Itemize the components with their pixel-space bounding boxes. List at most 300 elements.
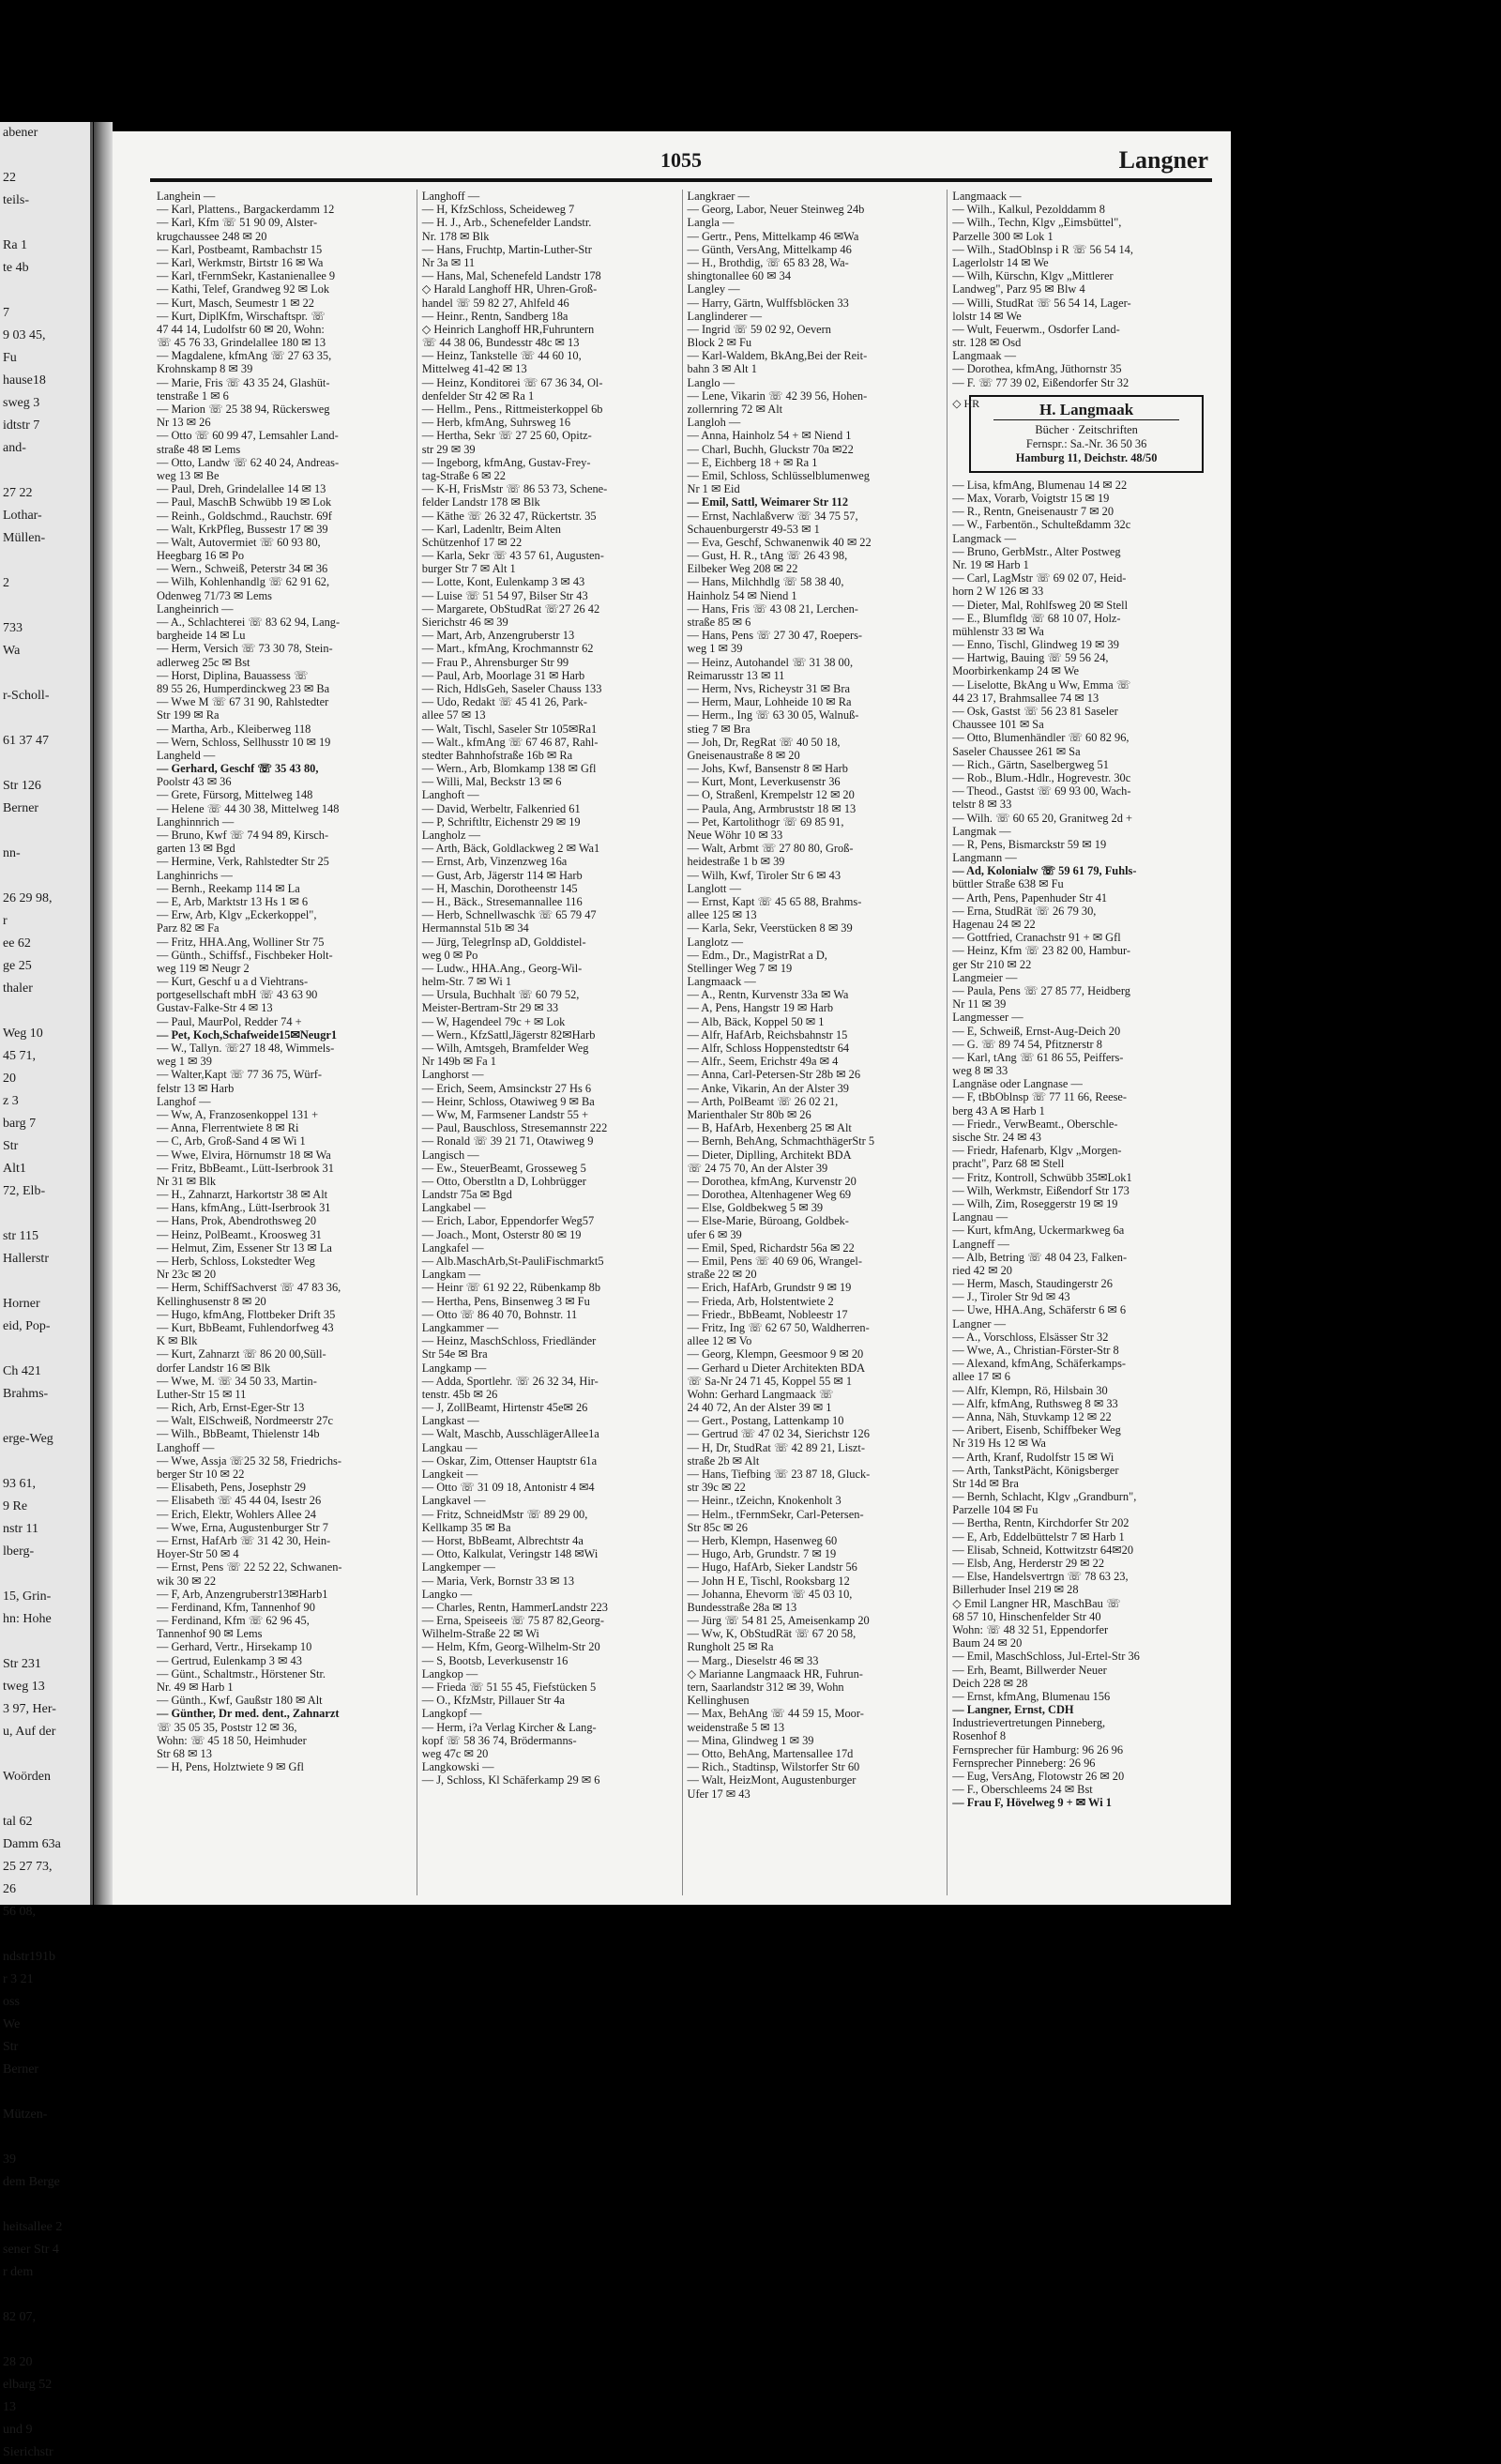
left-page-text-fragment: and- <box>3 441 26 455</box>
directory-entry-line: Nr 1 ✉ Eid <box>687 482 740 496</box>
directory-entry-line: — Theod., Gastst ☏ 69 93 00, Wach- <box>952 784 1131 799</box>
directory-entry-line: — K-H, FrisMstr ☏ 86 53 73, Schene- <box>421 482 608 496</box>
directory-entry-line: — Kurt, Mont, Leverkusenstr 36 <box>687 775 841 789</box>
left-page-text-fragment: nstr 11 <box>3 1522 38 1536</box>
directory-entry-line: tag-Straße 6 ✉ 22 <box>421 468 506 482</box>
directory-entry-line: Landstr 75a ✉ Bgd <box>421 1188 512 1202</box>
directory-entry-line: — Helmut, Zim, Essener Str 13 ✉ La <box>157 1240 332 1255</box>
directory-entry-line: Langmaak — <box>952 349 1017 363</box>
directory-entry-line: K ✉ Blk <box>157 1334 198 1348</box>
directory-entry-line: weidenstraße 5 ✉ 13 <box>687 1720 785 1734</box>
directory-entry-line: — Hans, Fruchtp, Martin-Luther-Str <box>421 242 592 256</box>
left-page-text-fragment: 733 <box>3 621 23 635</box>
directory-entry-line: tern, Saarlandstr 312 ✉ 39, Wohn <box>687 1681 844 1694</box>
left-page-text-fragment: r 3 21 <box>3 1972 34 1986</box>
directory-entry-line: — Paul, MaschB Schwübb 19 ✉ Lok <box>157 495 332 510</box>
directory-entry-line: Langkopf — <box>421 1707 482 1721</box>
directory-entry-line: — Wern., Arb, Blomkamp 138 ✉ Gfl <box>421 762 597 776</box>
directory-entry-line: — Oskar, Zim, Ottenser Hauptstr 61a <box>421 1453 598 1468</box>
directory-entry-line: Tannenhof 90 ✉ Lems <box>157 1627 263 1641</box>
left-page-text-fragment: nn- <box>3 846 21 860</box>
directory-entry-line: — Otto, Blumenhändler ☏ 60 82 96, <box>952 731 1130 745</box>
directory-entry-line: tenstraße 1 ✉ 6 <box>157 388 229 403</box>
directory-entry-line: — Günt., Schaltmstr., Hörstener Str. <box>157 1666 326 1681</box>
directory-entry-line: — Heinz, Autohandel ☏ 31 38 00, <box>687 655 854 669</box>
directory-entry-line: — H., Zahnarzt, Harkortstr 38 ✉ Alt <box>157 1188 328 1202</box>
directory-entry-line: — Wwe, Erna, Augustenburger Str 7 <box>157 1520 328 1534</box>
directory-entry-line: — Jürg ☏ 54 81 25, Ameisenkamp 20 <box>687 1614 870 1628</box>
directory-entry-line: — Maria, Verk, Bornstr 33 ✉ 13 <box>421 1574 575 1588</box>
left-page-text-fragment <box>0 1203 90 1225</box>
directory-entry-line: — Alfr, Klempn, Rö, Hilsbain 30 <box>952 1383 1108 1397</box>
directory-entry-line: — Erw, Arb, Klgv „Eckerkoppel", <box>157 908 317 922</box>
directory-entry-line: — Anna, Carl-Petersen-Str 28b ✉ 26 <box>687 1068 861 1082</box>
column-4-upper <box>952 190 1207 389</box>
directory-entry-line: — Elisabeth, Pens, Josephstr 29 <box>157 1481 307 1495</box>
directory-entry-line: — Hans, Tiefbing ☏ 23 87 18, Gluck- <box>687 1468 871 1481</box>
directory-entry-line: — Paul, Dreh, Grindelallee 14 ✉ 13 <box>157 482 326 496</box>
adjacent-left-page <box>0 122 93 2459</box>
left-page-text-fragment <box>0 1406 90 1428</box>
directory-entry-line: Marienthaler Str 80b ✉ 26 <box>687 1107 811 1121</box>
directory-entry-line: Langhinnrich — <box>157 814 235 829</box>
directory-entry-line: Deich 228 ✉ 28 <box>952 1676 1028 1690</box>
left-page-text-fragment: Lothar- <box>3 509 42 523</box>
directory-entry-line: — Otto ☏ 60 99 47, Lemsahler Land- <box>157 429 339 443</box>
directory-entry-line: — S, Bootsb, Leverkusenstr 16 <box>421 1653 569 1667</box>
directory-entry-line: — Wern., Schweiß, Peterstr 34 ✉ 36 <box>157 562 328 576</box>
directory-entry-line: Parzelle 300 ✉ Lok 1 <box>952 229 1054 243</box>
directory-entry-line: Block 2 ✉ Fu <box>687 336 752 350</box>
directory-entry-line: pracht", Parz 68 ✉ Stell <box>952 1157 1065 1171</box>
left-page-text-fragment: 61 37 47 <box>3 734 49 748</box>
left-page-text-fragment <box>0 1563 90 1586</box>
directory-entry-line: Str 54e ✉ Bra <box>421 1347 488 1361</box>
left-page-text-fragment: heitsallee 2 <box>3 2220 63 2234</box>
directory-entry-line: sische Str. 24 ✉ 43 <box>952 1131 1041 1144</box>
directory-entry-line: Kellinghusenstr 8 ✉ 20 <box>157 1294 266 1308</box>
directory-entry-line: Parzelle 104 ✉ Fu <box>952 1503 1039 1517</box>
directory-entry-line: — Erich, Labor, Eppendorfer Weg57 <box>421 1214 595 1228</box>
left-page-text-fragment <box>0 1338 90 1361</box>
directory-entry-line: — E, Arb, Marktstr 13 Hs 1 ✉ 6 <box>157 894 309 908</box>
directory-entry-line: Ufer 17 ✉ 43 <box>687 1787 750 1801</box>
directory-entry-line: — Rich., Stadtinsp, Wilstorfer Str 60 <box>687 1760 860 1774</box>
directory-entry-line: ☏ 45 76 33, Grindelallee 180 ✉ 13 <box>157 336 326 350</box>
directory-entry-line: — H, Pens, Holztwiete 9 ✉ Gfl <box>157 1760 304 1774</box>
left-page-text-fragment: 39 <box>3 2152 16 2167</box>
column-4 <box>948 190 1212 1895</box>
directory-entry-line: straße 85 ✉ 6 <box>687 616 751 629</box>
directory-entry-line: — Emil, Pens ☏ 40 69 06, Wrangel- <box>687 1255 862 1268</box>
directory-entry-line: büttler Straße 638 ✉ Fu <box>952 877 1064 891</box>
directory-entry-line: — Hertha, Sekr ☏ 27 25 60, Opitz- <box>421 429 592 443</box>
directory-entry-line: Nr 149b ✉ Fa 1 <box>421 1055 496 1069</box>
directory-entry-line: — Ferdinand, Kfm, Tannenhof 90 <box>157 1600 315 1614</box>
directory-entry-line: Langmak — <box>952 824 1011 838</box>
left-page-text-fragment: 22 <box>3 171 16 185</box>
directory-entry-line: allee 57 ✉ 13 <box>421 708 486 722</box>
directory-entry-line: weg 13 ✉ Be <box>157 468 220 482</box>
directory-entry-line: — Günth., Schiffsf., Fischbeker Holt- <box>157 948 333 962</box>
directory-entry-line: Luther-Str 15 ✉ 11 <box>157 1387 247 1401</box>
directory-entry-line: — Heinz, Kfm ☏ 23 82 00, Hambur- <box>952 944 1130 958</box>
directory-entry-line: ◇ Harald Langhoff HR, Uhren-Groß- <box>421 282 598 297</box>
advertisement-box <box>952 395 1204 473</box>
left-page-text-fragment: 72, Elb- <box>3 1184 46 1198</box>
directory-entry-line: — Eva, Geschf, Schwanenwik 40 ✉ 22 <box>687 535 872 549</box>
directory-entry-line: Moorbirkenkamp 24 ✉ We <box>952 664 1080 678</box>
left-page-text-fragment <box>0 662 90 685</box>
left-page-text-fragment: 82 07, <box>3 2310 36 2324</box>
left-page-text-fragment: und 9 <box>3 2423 33 2437</box>
directory-entry-line: — Heinz, Tankstelle ☏ 44 60 10, <box>421 349 582 363</box>
directory-entry-line: Fernsprecher Pinneberg: 26 96 <box>952 1756 1096 1770</box>
left-page-text-fragment <box>0 2126 90 2149</box>
left-page-text-fragment: tweg 13 <box>3 1680 45 1694</box>
directory-entry-line: Langkabel — <box>421 1201 486 1215</box>
directory-entry-line: — Fritz, Kontroll, Schwübb 35✉Lok1 <box>952 1170 1132 1184</box>
left-page-text-fragment: 9 Re <box>3 1499 28 1513</box>
directory-entry-line: Lagerlolstr 14 ✉ We <box>952 255 1049 269</box>
left-page-text-fragment: idtstr 7 <box>3 418 40 433</box>
directory-entry-line: — Hugo, kfmAng, Flottbeker Drift 35 <box>157 1307 336 1321</box>
directory-entry-line: Mittelweg 41-42 ✉ 13 <box>421 362 527 376</box>
directory-entry-line: Langley — <box>687 282 740 297</box>
directory-entry-line: str 39c ✉ 22 <box>687 1481 746 1495</box>
directory-entry-line: Gustav-Falke-Str 4 ✉ 13 <box>157 1001 273 1015</box>
directory-entry-line: heidestraße 1 b ✉ 39 <box>687 855 785 869</box>
column-2 <box>417 190 683 1895</box>
directory-entry-line: — Arth, TankstPächt, Königsberger <box>952 1463 1119 1477</box>
directory-entry-line: — Ww, M, Farmsener Landstr 55 + <box>421 1107 589 1121</box>
directory-entry-line: Nr. 19 ✉ Harb 1 <box>952 557 1029 571</box>
directory-entry-line: — Walt, ElSchweiß, Nordmeerstr 27c <box>157 1414 334 1428</box>
directory-entry-line: — Otto, BehAng, Martensallee 17d <box>687 1746 854 1760</box>
directory-entry-line: Poolstr 43 ✉ 36 <box>157 775 232 789</box>
directory-entry-line: Langmesser — <box>952 1011 1023 1025</box>
directory-entry-line: Langlott — <box>687 881 741 895</box>
left-page-text-fragment: abener <box>3 126 38 140</box>
directory-entry-line: — Alb, Bäck, Koppel 50 ✉ 1 <box>687 1014 825 1028</box>
left-page-text-fragment: Hallerstr <box>3 1252 49 1266</box>
directory-entry-line: — Käthe ☏ 26 32 47, Rückertstr. 35 <box>421 509 597 523</box>
directory-entry-line: — Frau P., Ahrensburger Str 99 <box>421 655 569 669</box>
book-gutter <box>94 122 113 1905</box>
directory-entry-line: — Wilh, Kürschn, Klgv „Mittlerer <box>952 269 1114 283</box>
left-page-text-fragment: Alt1 <box>3 1162 26 1176</box>
directory-entry-line: 89 55 26, Humperdinckweg 23 ✉ Ba <box>157 681 330 695</box>
directory-entry-line: Meister-Bertram-Str 29 ✉ 33 <box>421 1001 559 1015</box>
directory-entry-line: — Hugo, Arb, Grundstr. 7 ✉ 19 <box>687 1547 837 1561</box>
left-page-text-fragment <box>0 865 90 888</box>
directory-entry-line: — Ludw., HHA.Ang., Georg-Wil- <box>421 961 583 975</box>
directory-entry-line: Str 68 ✉ 13 <box>157 1746 212 1760</box>
directory-entry-line: helm-Str. 7 ✉ Wi 1 <box>421 975 512 989</box>
directory-entry-line: — Dorothea, Altenhagener Weg 69 <box>687 1188 852 1202</box>
left-page-text-fragment <box>0 1000 90 1023</box>
directory-entry-line: — Alfr, Schloss Hoppenstedtstr 64 <box>687 1042 850 1055</box>
directory-entry-line: denfelder Str 42 ✉ Ra 1 <box>421 388 535 403</box>
directory-entry-line: — Langner, Ernst, CDH <box>952 1703 1074 1717</box>
directory-entry-line: — Erich, Seem, Amsinckstr 27 Hs 6 <box>421 1081 592 1095</box>
directory-entry-line: Langhinrichs — <box>157 868 233 882</box>
directory-entry-line: ☏ 24 75 70, An der Alster 39 <box>687 1161 828 1175</box>
directory-entry-line: — Wilh. ☏ 60 65 20, Granitweg 2d + <box>952 811 1133 825</box>
left-page-text-fragment: 9 03 45, <box>3 328 46 342</box>
directory-entry-line: — Gertrud, Eulenkamp 3 ✉ 43 <box>157 1653 302 1667</box>
directory-entry-line: — Paula, Ang, Armbruststr 18 ✉ 13 <box>687 801 857 815</box>
column-4-lower <box>952 479 1207 1810</box>
directory-entry-line: — Ernst, Arb, Vinzenzweg 16a <box>421 855 568 869</box>
directory-entry-line: — Marion ☏ 25 38 94, Rückersweg <box>157 403 330 416</box>
directory-entry-line: — Günth., Kwf, Gaußstr 180 ✉ Alt <box>157 1694 323 1708</box>
directory-entry-line: Langkam — <box>421 1268 481 1282</box>
directory-entry-line: — Margarete, ObStudRat ☏27 26 42 <box>421 601 600 616</box>
directory-entry-line: — Herb, Schnellwaschk ☏ 65 79 47 <box>421 908 597 922</box>
directory-entry-line: — Ronald ☏ 39 21 71, Otawiweg 9 <box>421 1134 594 1148</box>
directory-entry-line: — Friedr., BbBeamt, Nobleestr 17 <box>687 1307 848 1321</box>
left-page-text-fragment <box>0 1270 90 1293</box>
directory-entry-line: — Dorothea, kfmAng, Kurvenstr 20 <box>687 1174 857 1188</box>
left-page-text-fragment <box>0 1451 90 1473</box>
directory-entry-line: portgesellschaft mbH ☏ 43 63 90 <box>157 988 318 1002</box>
directory-entry-line: — Otto ☏ 86 40 70, Bohnstr. 11 <box>421 1307 578 1321</box>
directory-entry-line: — Anna, Hainholz 54 + ✉ Niend 1 <box>687 429 852 443</box>
directory-entry-line: allee 17 ✉ 6 <box>952 1370 1010 1384</box>
directory-entry-line: ◇ Marianne Langmaack HR, Fuhrun- <box>687 1666 863 1681</box>
directory-entry-line: Langkraer — <box>687 190 750 203</box>
directory-entry-line: — Hermine, Verk, Rahlstedter Str 25 <box>157 855 329 869</box>
directory-entry-line: — Karl, Postbeamt, Rambachstr 15 <box>157 242 323 256</box>
directory-entry-line: — Otto, Oberstltn a D, Lohbrügger <box>421 1174 586 1188</box>
directory-entry-line: — A, Pens, Hangstr 19 ✉ Harb <box>687 1001 834 1015</box>
directory-entry-line: — Ingeborg, kfmAng, Gustav-Frey- <box>421 455 591 469</box>
left-page-text-fragment <box>0 2081 90 2104</box>
directory-entry-line: Wilhelm-Straße 22 ✉ Wi <box>421 1627 539 1641</box>
directory-entry-line: zollernring 72 ✉ Alt <box>687 403 783 416</box>
directory-entry-line: — Ernst, Nachlaßverw ☏ 34 75 57, <box>687 509 858 523</box>
left-page-text-fragment <box>0 212 90 235</box>
directory-entry-line: — Ww, K, ObStudRät ☏ 67 20 58, <box>687 1627 857 1641</box>
directory-entry-line: — Willi, StudRat ☏ 56 54 14, Lager- <box>952 296 1131 310</box>
directory-entry-line: berg 43 A ✉ Harb 1 <box>952 1103 1045 1118</box>
directory-entry-line: — Frau F, Hövelweg 9 + ✉ Wi 1 <box>952 1796 1112 1810</box>
directory-entry-line: — Marie, Fris ☏ 43 35 24, Glashüt- <box>157 375 330 389</box>
directory-entry-line: — Gert., Postang, Lattenkamp 10 <box>687 1414 844 1428</box>
directory-entry-line: — R, Pens, Bismarckstr 59 ✉ 19 <box>952 837 1107 851</box>
directory-entry-line: Langmack — <box>952 531 1017 545</box>
directory-entry-line: — Wwe, A., Christian-Förster-Str 8 <box>952 1344 1119 1357</box>
directory-entry-line: — Erich, Elektr, Wohlers Allee 24 <box>157 1507 316 1521</box>
directory-entry-line: — O., KfzMstr, Pillauer Str 4a <box>421 1694 566 1708</box>
directory-entry-line: Langhein — <box>157 190 216 203</box>
directory-entry-line: — Rich., Gärtn, Saselbergweg 51 <box>952 757 1109 771</box>
left-page-text-fragment: Str <box>3 2040 19 2054</box>
directory-entry-line: Schauenburgerstr 49-53 ✉ 1 <box>687 522 820 536</box>
directory-entry-line: — Gust, Arb, Jägerstr 114 ✉ Harb <box>421 868 583 882</box>
directory-entry-line: Nr 319 Hs 12 ✉ Wa <box>952 1437 1046 1451</box>
left-page-text-fragment: Berner <box>3 2062 39 2076</box>
directory-entry-line: — Osk, Gastst ☏ 56 23 81 Saseler <box>952 705 1118 718</box>
directory-entry-line: — Heinr., Rentn, Sandberg 18a <box>421 309 569 323</box>
directory-entry-line: — Else, Handelsvertrgn ☏ 78 63 23, <box>952 1570 1129 1584</box>
directory-entry-line: — Kurt, Masch, Seumestr 1 ✉ 22 <box>157 296 314 310</box>
left-page-text-fragment: 7 <box>3 306 9 320</box>
directory-entry-line: Str 14d ✉ Bra <box>952 1476 1019 1490</box>
directory-entry-line: — Johs, Kwf, Bansenstr 8 ✉ Harb <box>687 762 848 776</box>
directory-entry-line: Langlo — <box>687 375 735 389</box>
left-page-text-fragment: 25 27 73, <box>3 1860 53 1874</box>
directory-entry-line: Hainholz 54 ✉ Niend 1 <box>687 588 797 602</box>
directory-entry-line: — Herm, Maur, Lohheide 10 ✉ Ra <box>687 695 852 709</box>
directory-entry-line: — David, Werbeltr, Falkenried 61 <box>421 801 581 815</box>
directory-entry-line: Langmaack — <box>687 975 756 989</box>
directory-entry-line: — E, Arb, Eddelbüttelstr 7 ✉ Harb 1 <box>952 1529 1125 1544</box>
directory-entry-line: — Bruno, Kwf ☏ 74 94 89, Kirsch- <box>157 829 329 842</box>
left-page-text-fragment: Weg 10 <box>3 1027 43 1041</box>
directory-entry-line: — Helene ☏ 44 30 38, Mittelweg 148 <box>157 801 340 815</box>
directory-entry-line: — Wilh, Amtsgeh, Bramfelder Weg <box>421 1042 589 1055</box>
directory-entry-line: Kellinghusen <box>687 1694 750 1708</box>
directory-entry-line: — H., Bäck., Stresemannallee 116 <box>421 894 583 908</box>
directory-entry-line: — Karla, Sekr, Veerstücken 8 ✉ 39 <box>687 921 853 935</box>
left-page-text-fragment: Sierichstr <box>3 2445 53 2459</box>
directory-entry-line: — Karl, tAng ☏ 61 86 55, Peiffers- <box>952 1050 1124 1064</box>
directory-entry-line: — Karla, Sekr ☏ 43 57 61, Augusten- <box>421 549 604 563</box>
left-page-text-fragment: hause18 <box>3 373 46 388</box>
ad-line: Fernspr.: Sa.-Nr. 36 50 36 <box>1025 436 1147 450</box>
directory-entry-line: — Herm, Masch, Staudingerstr 26 <box>952 1277 1113 1291</box>
directory-entry-line: — Otto ☏ 31 09 18, Antonistr 4 ✉4 <box>421 1481 595 1495</box>
directory-entry-line: — Emil, Sattl, Weimarer Str 112 <box>687 495 849 510</box>
page-header <box>150 141 1212 182</box>
directory-entry-line: — Helm., tFernmSekr, Carl-Petersen- <box>687 1507 864 1521</box>
directory-entry-line: Langneff — <box>952 1237 1009 1251</box>
directory-entry-line: Nr 3a ✉ 11 <box>421 255 476 269</box>
left-page-text-fragment: str 115 <box>3 1229 38 1243</box>
directory-entry-line: — Emil, Schloss, Schlüsselblumenweg <box>687 468 870 482</box>
directory-entry-line: — Horst, Diplina, Bauassess ☏ <box>157 668 309 682</box>
directory-entry-line: — Walt, KrkPfleg, Bussestr 17 ✉ 39 <box>157 522 328 536</box>
directory-entry-line: — Paul, Arb, Moorlage 31 ✉ Harb <box>421 668 585 682</box>
directory-entry-line: — John H E, Tischl, Rooksbarg 12 <box>687 1574 850 1588</box>
directory-entry-line: 68 57 10, Hinschenfelder Str 40 <box>952 1609 1101 1623</box>
directory-entry-line: — Hellm., Pens., Rittmeisterkoppel 6b <box>421 403 603 416</box>
directory-entry-line: — Herb, kfmAng, Suhrsweg 16 <box>421 416 571 430</box>
directory-entry-line: — Wern, Schloss, Sellhusstr 10 ✉ 19 <box>157 735 331 749</box>
directory-entry-line: Heegbarg 16 ✉ Po <box>157 549 245 563</box>
directory-entry-line: — Heinr., tZeichn, Knokenholt 3 <box>687 1494 841 1508</box>
directory-entry-line: Langner — <box>952 1316 1007 1331</box>
directory-entry-line: — W., Farbentön., Schulteßdamm 32c <box>952 518 1131 532</box>
directory-entry-line: — Wwe, Assja ☏25 32 58, Friedrichs- <box>157 1453 341 1468</box>
left-page-text-fragment: r-Scholl- <box>3 689 50 703</box>
directory-entry-line: Hermannstal 51b ✉ 34 <box>421 921 529 935</box>
directory-entry-line: — Fritz, SchneidMstr ☏ 89 29 00, <box>421 1507 588 1521</box>
directory-entry-line: Kellkamp 35 ✉ Ba <box>421 1520 511 1534</box>
directory-entry-line: — Walt, Autovermiet ☏ 60 93 80, <box>157 535 321 549</box>
directory-entry-line: — Alfr, kfmAng, Ruthsweg 8 ✉ 33 <box>952 1396 1118 1410</box>
left-page-text-fragment: 26 29 98, <box>3 891 53 905</box>
directory-entry-line: — Günther, Dr med. dent., Zahnarzt <box>157 1707 340 1721</box>
directory-entry-line: — Gerhard, Geschf ☏ 35 43 80, <box>157 762 319 776</box>
directory-entry-line: — Paula, Pens ☏ 27 85 77, Heidberg <box>952 983 1130 997</box>
directory-entry-line: 44 23 17, Brahmsallee 74 ✉ 13 <box>952 691 1099 705</box>
directory-entry-line: — Jürg, TelegrInsp aD, Golddistel- <box>421 935 586 949</box>
directory-entry-line: — Mina, Glindweg 1 ✉ 39 <box>687 1733 814 1747</box>
left-page-text-fragment <box>0 1743 90 1766</box>
directory-entry-line: — Ingrid ☏ 59 02 92, Oevern <box>687 322 831 336</box>
directory-entry-line: Langlotz — <box>687 935 744 949</box>
left-page-text-fragment: 20 <box>3 1072 16 1086</box>
directory-entry-line: — Fritz, HHA.Ang, Wolliner Str 75 <box>157 935 325 949</box>
directory-entry-line: — Karl, Ladenltr, Beim Alten <box>421 522 561 536</box>
left-page-text-fragment <box>0 1924 90 1946</box>
directory-entry-line: Odenweg 71/73 ✉ Lems <box>157 588 272 602</box>
directory-entry-line: — Hans, Pens ☏ 27 30 47, Roepers- <box>687 629 863 643</box>
directory-entry-line: — Wilh., Techn, Klgv „Eimsbüttel", <box>952 216 1122 230</box>
directory-entry-line: — Johanna, Ehevorm ☏ 45 03 10, <box>687 1587 853 1601</box>
directory-entry-line: — Erich, HafArb, Grundstr 9 ✉ 19 <box>687 1281 852 1295</box>
directory-entry-line: ◇ Heinrich Langhoff HR,Fuhruntern <box>421 322 595 336</box>
directory-entry-line: — Georg, Labor, Neuer Steinweg 24b <box>687 203 865 217</box>
left-page-text-fragment: elbarg 52 <box>3 2378 53 2392</box>
directory-entry-line: — Alfr, HafArb, Reichsbahnstr 15 <box>687 1027 848 1042</box>
left-page-text-fragment: 2 <box>3 576 9 590</box>
directory-entry-line: — Hugo, HafArb, Sieker Landstr 56 <box>687 1560 857 1574</box>
directory-entry-line: — Heinz, PolBeamt., Kroosweg 31 <box>157 1227 322 1241</box>
directory-entry-line: Langhorst — <box>421 1068 484 1082</box>
directory-entry-line: — Anna, Flerrentwiete 8 ✉ Ri <box>157 1121 299 1135</box>
directory-entry-line: stieg 7 ✉ Bra <box>687 722 750 736</box>
left-page-text-fragment <box>0 2194 90 2216</box>
directory-entry-line: — Arth, Bäck, Goldlackweg 2 ✉ Wa1 <box>421 842 600 856</box>
directory-entry-line: — Ernst, HafArb ☏ 31 42 30, Hein- <box>157 1533 331 1547</box>
directory-entry-line: — Martha, Arb., Kleiberweg 118 <box>157 722 311 736</box>
directory-entry-line: adlerweg 25c ✉ Bst <box>157 655 250 669</box>
directory-entry-line: — Gerhard u Dieter Architekten BDA <box>687 1361 866 1375</box>
directory-entry-line: weg 47c ✉ 20 <box>421 1746 489 1760</box>
left-page-text-fragment <box>0 707 90 730</box>
directory-entry-line: — Alb, Betring ☏ 48 04 23, Falken- <box>952 1250 1128 1264</box>
directory-entry-line: Nr. 49 ✉ Harb 1 <box>157 1681 234 1694</box>
directory-entry-line: — Bernh, Schlacht, Klgv „Grandburn", <box>952 1490 1137 1504</box>
directory-entry-line: — Rob., Blum.-Hdlr., Hogrevestr. 30c <box>952 770 1131 784</box>
directory-entry-line: — Heinr ☏ 61 92 22, Rübenkamp 8b <box>421 1281 601 1295</box>
directory-entry-line: Rungholt 25 ✉ Ra <box>687 1640 774 1654</box>
directory-entry-line: — Herm, Versich ☏ 73 30 78, Stein- <box>157 642 333 656</box>
left-page-text-fragment <box>0 1631 90 1653</box>
directory-entry-line: — Hans, Milchhdlg ☏ 58 38 40, <box>687 575 844 589</box>
directory-entry-line: — F. ☏ 77 39 02, Eißendorfer Str 32 <box>952 375 1130 389</box>
directory-entry-line: — Dieter, Diplling, Architekt BDA <box>687 1148 852 1162</box>
directory-entry-line: — Liselotte, BkAng u Ww, Emma ☏ <box>952 677 1131 692</box>
left-page-text-fragment: erge-Weg <box>3 1432 53 1446</box>
directory-entry-line: — Arth, Kranf, Rudolfstr 15 ✉ Wi <box>952 1450 1114 1464</box>
directory-entry-line: — Karl-Waldem, BkAng,Bei der Reit- <box>687 349 868 363</box>
directory-entry-line: — Erna, StudRät ☏ 26 79 30, <box>952 904 1097 918</box>
directory-entry-line: — B, HafArb, Hexenberg 25 ✉ Alt <box>687 1121 852 1135</box>
directory-entry-line: — Edm., Dr., MagistrRat a D, <box>687 948 827 962</box>
directory-entry-line: — Alfr., Seem, Erichstr 49a ✉ 4 <box>687 1055 839 1069</box>
directory-entry-line: Langheinrich — <box>157 601 234 616</box>
left-page-text-fragment <box>0 1788 90 1811</box>
left-page-text-fragment: Ra 1 <box>3 238 28 252</box>
directory-entry-line: Chaussee 101 ✉ Sa <box>952 718 1044 732</box>
directory-entry-line: — P, Schriftltr, Eichenstr 29 ✉ 19 <box>421 814 581 829</box>
directory-entry-line: — Herm., Ing ☏ 63 30 05, Walnuß- <box>687 708 859 722</box>
